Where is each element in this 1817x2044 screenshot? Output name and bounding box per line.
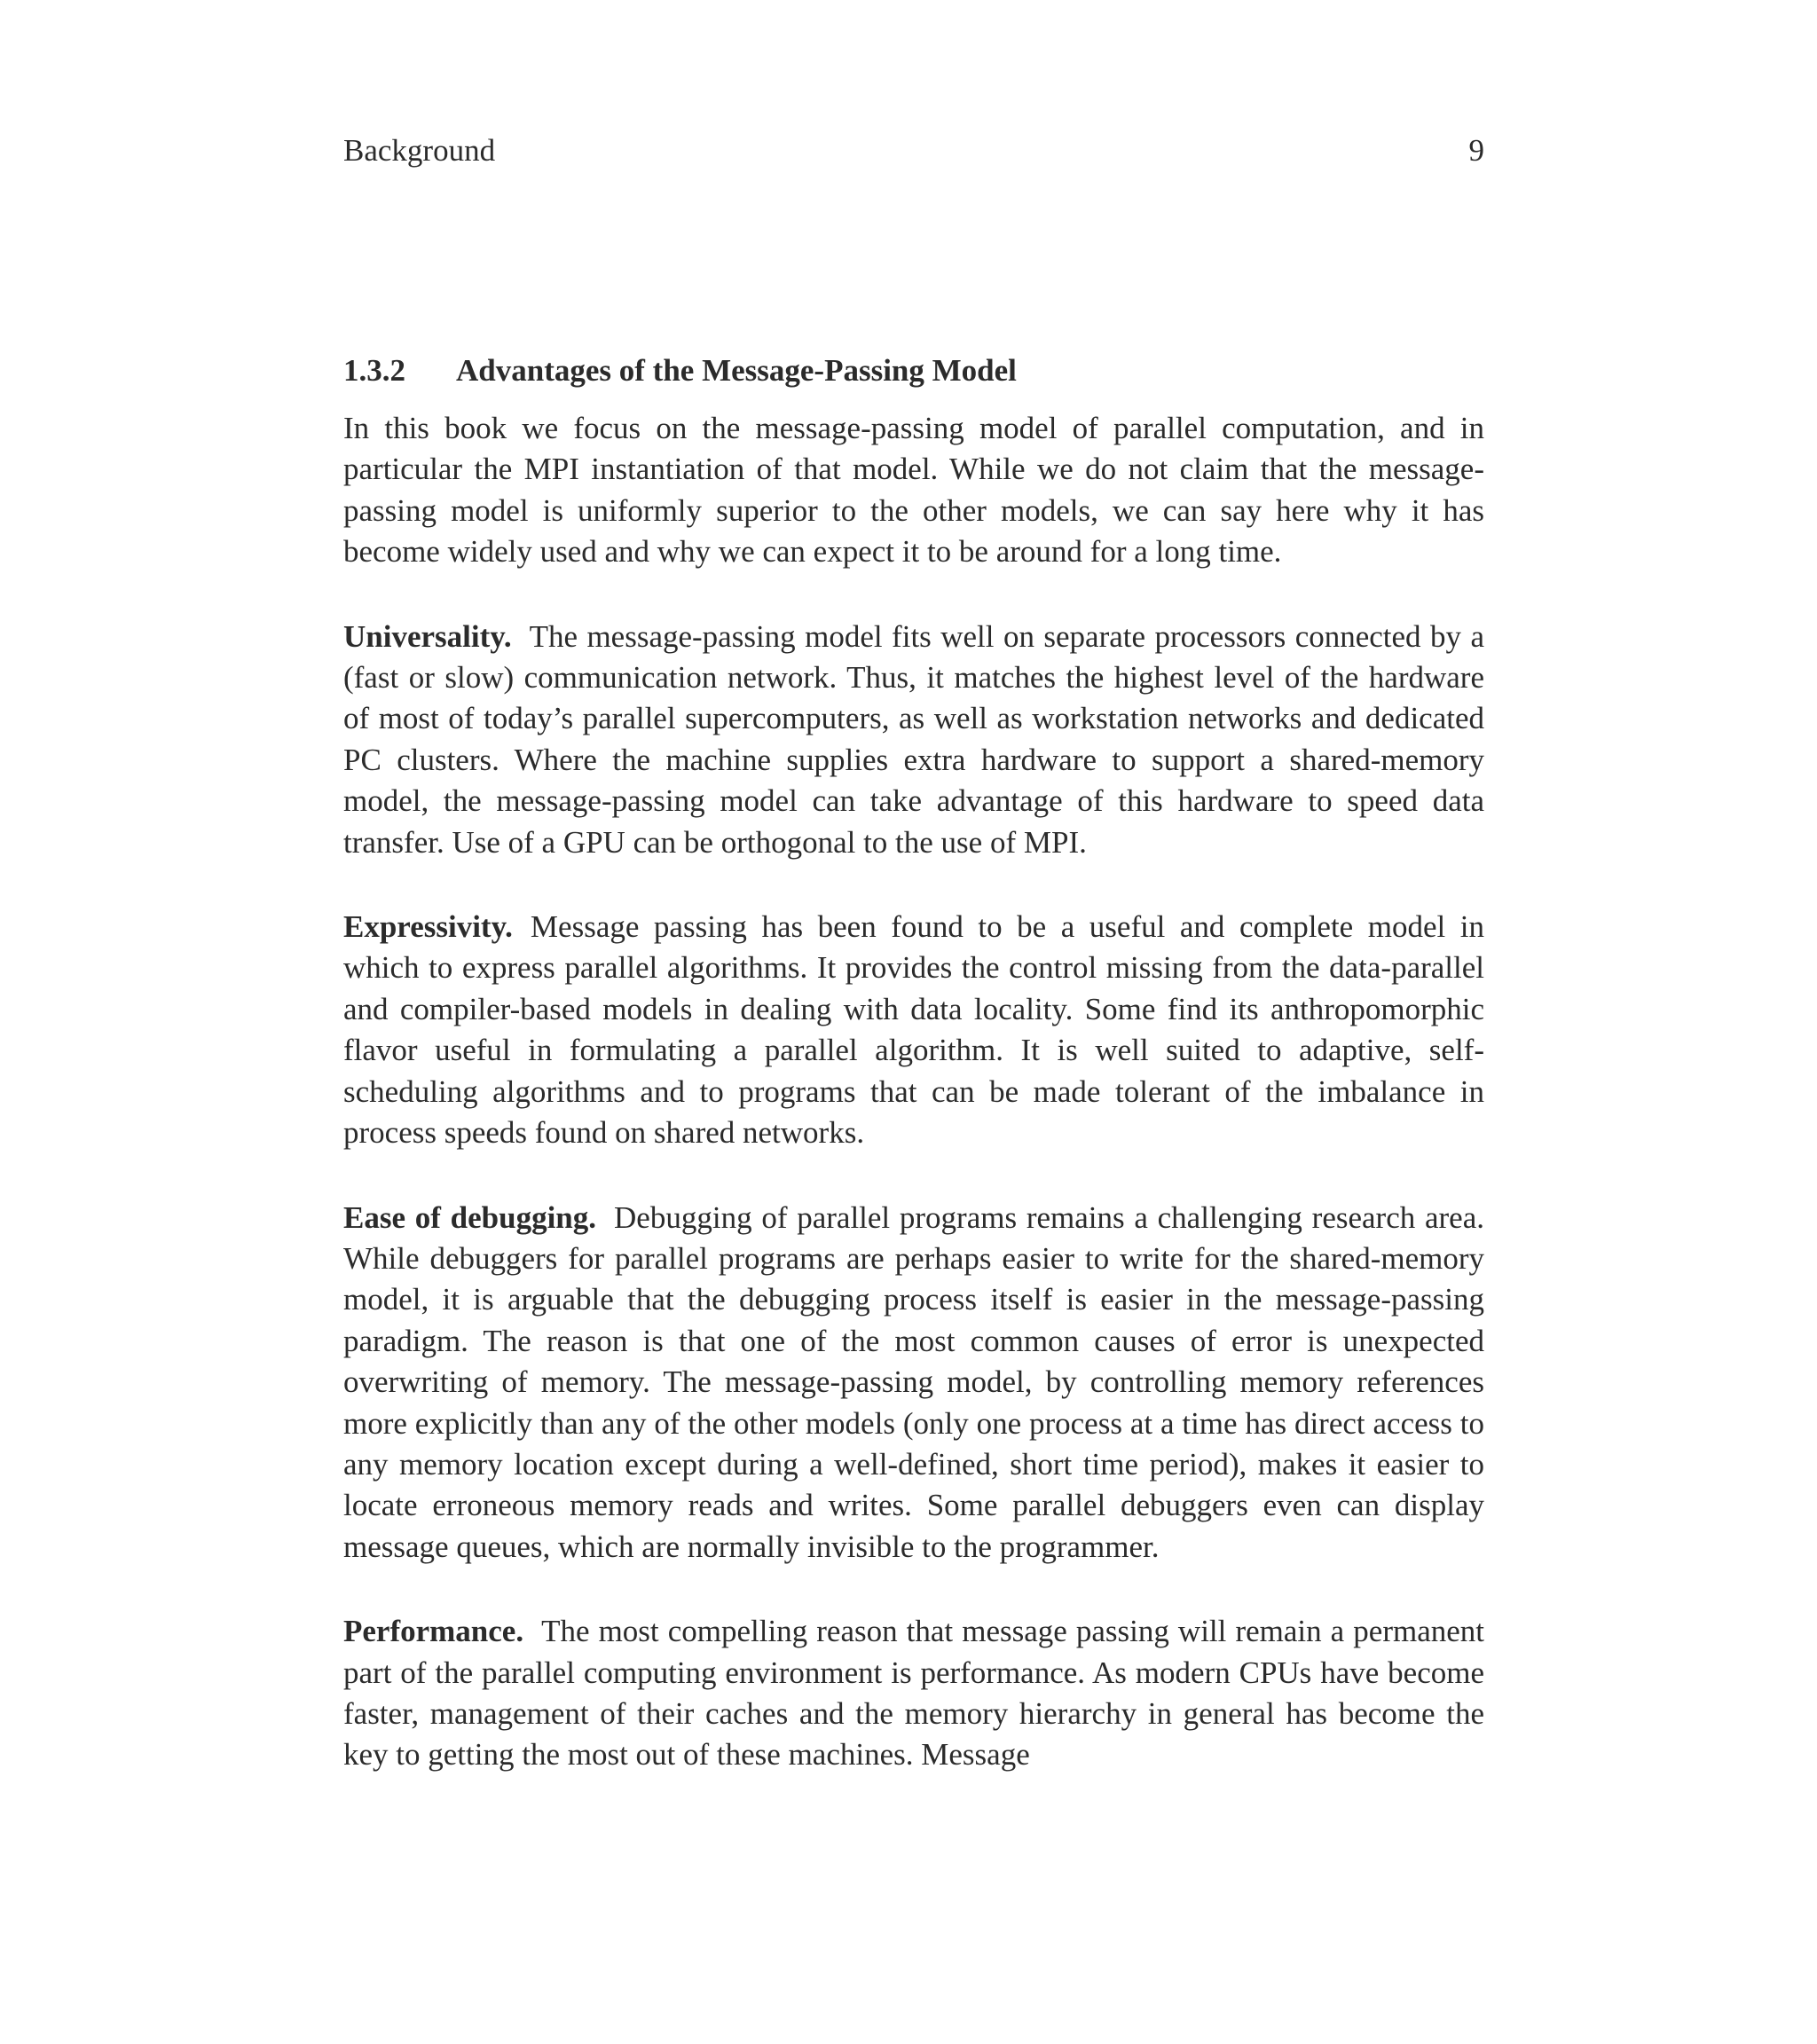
paragraph-heading: Expressivity. bbox=[343, 909, 513, 945]
page-number: 9 bbox=[1468, 133, 1484, 168]
paragraph-universality bbox=[343, 617, 1484, 863]
section-number: 1.3.2 bbox=[343, 353, 405, 388]
page-body bbox=[343, 349, 1484, 1820]
paragraph-text: Message passing has been found to be a useful and complete model in which to express parallel algorithms. It provides the control missing from the data-parallel and compiler-based models in dealing with data locality. Some find its anthropomorphic flavor useful in formulating a parallel algorithm. It is well suited to adaptive, self-scheduling algorithms and to programs that can be made tolerant of the imbalance in process speeds found on shared networks. bbox=[343, 909, 1484, 1151]
paragraph-performance bbox=[343, 1611, 1484, 1776]
section-heading bbox=[343, 349, 1484, 393]
running-header-title: Background bbox=[343, 133, 496, 168]
paragraph-heading: Ease of debugging. bbox=[343, 1199, 597, 1235]
paragraph-text: The most compelling reason that message passing will remain a permanent part of the parallel computing environment is performance. As modern CPUs have become faster, management of their caches and the memory hierarchy in general has become the key to getting the most out of these machines. Message bbox=[343, 1614, 1484, 1773]
section-title: Advantages of the Message-Passing Model bbox=[456, 353, 1017, 388]
paragraph-heading: Universality. bbox=[343, 618, 512, 654]
paragraph-expressivity bbox=[343, 907, 1484, 1153]
running-header bbox=[343, 129, 1484, 173]
paragraph-text: The message-passing model fits well on separate processors connected by a (fast or slow) communication network. Thus, it matches the highest level of the hardware of most of today’s parallel supercomputers, as well as workstation networks and dedicated PC clusters. Where the machine supplies extra hardware to support a shared-memory model, the message-passing model can take advantage of this hardware to speed data transfer. Use of a GPU can be orthogonal to the use of MPI. bbox=[343, 618, 1484, 860]
intro-paragraph: In this book we focus on the message-passing model of parallel computation, and in particular the MPI instantiation of that model. While we do not claim that the message-passing model is uniformly superior to the other models, we can say here why it has become widely used and why we can expect it to be around for a long time. bbox=[343, 411, 1484, 570]
paragraph-ease-of-debugging bbox=[343, 1198, 1484, 1568]
paragraph-text: Debugging of parallel programs remains a challenging research area. While debuggers for parallel programs are perhaps easier to write for the shared-memory model, it is arguable that the debugging process itself is easier in the message-passing paradigm. The reason is that one of the most common causes of error is unexpected overwriting of memory. The message-passing model, by controlling memory references more explicitly than any of the other models (only one process at a time has direct access to any memory location except during a well-defined, short time period), makes it easier to locate erroneous memory reads and writes. Some parallel debuggers even can display message queues, which are normally invisible to the programmer. bbox=[343, 1199, 1485, 1564]
paragraph-heading: Performance. bbox=[343, 1614, 524, 1649]
